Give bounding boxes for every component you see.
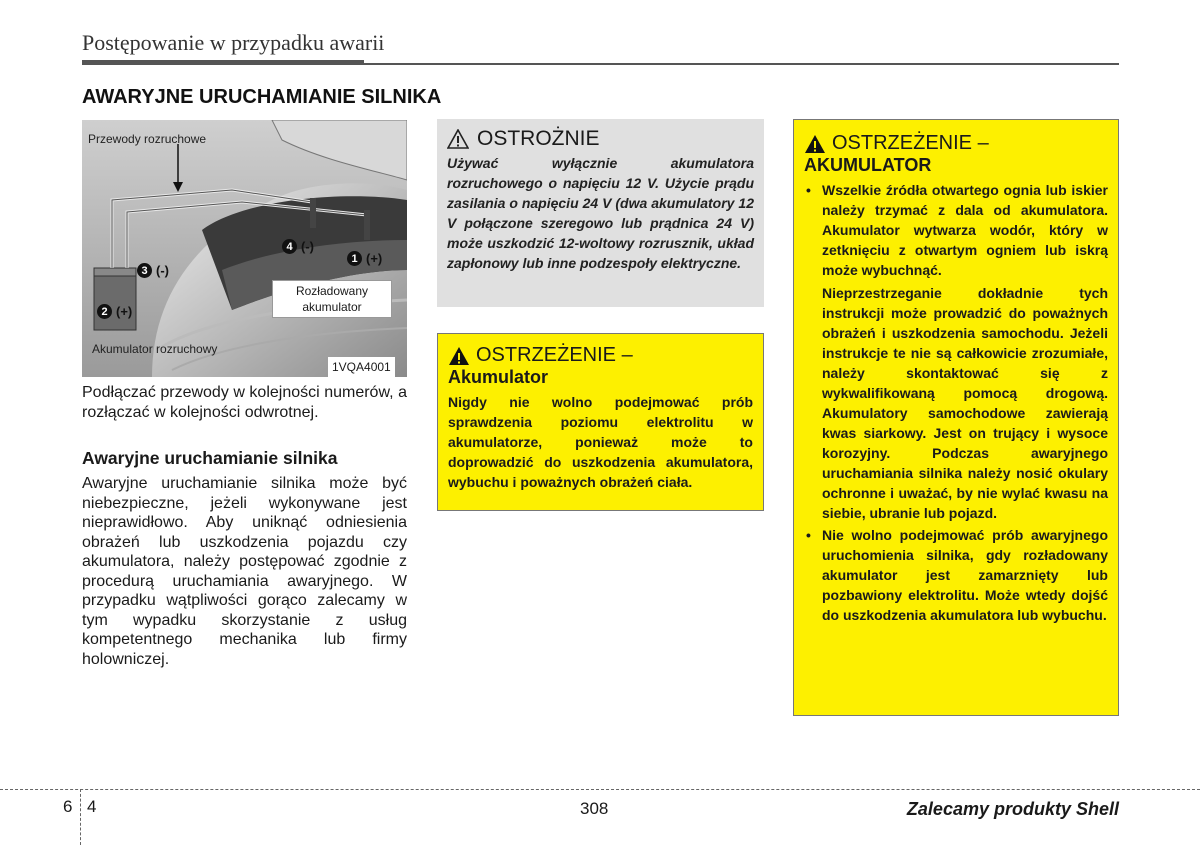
footer-vertical-divider [80, 789, 81, 845]
header-rule [364, 63, 1119, 65]
car-trunk-drawing [82, 120, 407, 377]
caution-box [437, 119, 764, 307]
label-booster-battery: Akumulator rozruchowy [92, 342, 218, 356]
warning-text: Nigdy nie wolno podejmować prób sprawdzenia poziomu elektrolitu w akumulatorze, ponieważ może to doprowadzić do uszkodzenia akumulatora, wybuchu i poważnych obrażeń ciała. [448, 394, 753, 490]
caution-text: Używać wyłącznie akumulatora rozruchowego o napięciu 12 V. Użycie prądu zasilania o napięciu 24 V (dwa akumulatory 12 V połączone szeregowo lub prądnica 24 V) może uszkodzić 12-woltowy rozrusznik, układ zapłonowy lub inne podzespoły elektryczne. [447, 155, 754, 271]
footer-slogan: Zalecamy produkty Shell [906, 799, 1119, 819]
warning-list [804, 180, 1108, 625]
warning-title-right: OSTRZEŻENIE – [804, 132, 1108, 155]
marker-4: 4 (-) [282, 239, 314, 254]
header-accent-bar [82, 60, 364, 65]
footer-page-number: 4 [87, 797, 97, 816]
subsection-heading: Awaryjne uruchamianie silnika [82, 448, 338, 468]
caution-triangle-icon [447, 129, 469, 149]
footer-chapter-number: 6 [63, 797, 73, 816]
list-item [804, 525, 1108, 625]
page-header-title: Postępowanie w przypadku awarii [82, 30, 385, 55]
caution-title: OSTROŻNIE [447, 127, 754, 151]
list-item-text: • Wszelkie źródła otwartego ognia lub iskier należy trzymać z dala od akumulatora. Akumulator wytwarza wodór, który w zetknięciu z otwartym ogniem lub iskrą może wybuchnąć. [822, 182, 1108, 278]
section-title: AWARYJNE URUCHAMIANIE SILNIKA [82, 86, 442, 108]
figure-code: 1VQA4001 [328, 357, 395, 377]
list-item-text: • Nie wolno podejmować prób awaryjnego uruchomienia silnika, gdy rozładowany akumulator jest zamarznięty lub pozbawiony elektrolitu. Może wtedy dojść do uszkodzenia akumulatora lub wybuchu. [822, 527, 1108, 623]
warning-box-battery [793, 119, 1119, 716]
marker-1: 1 (+) [347, 251, 382, 266]
warning-triangle-icon [804, 134, 826, 154]
jump-start-illustration [82, 120, 407, 377]
intro-paragraph: Podłączać przewody w kolejności numerów, a rozłączać w kolejności odwrotnej. [82, 384, 407, 421]
warning-subtitle-right: AKUMULATOR [804, 155, 932, 175]
footer-divider [0, 789, 1200, 790]
warning-box-battery-check [437, 333, 764, 511]
marker-3: 3 (-) [137, 263, 169, 278]
subsection-paragraph: Awaryjne uruchamianie silnika może być niebezpieczne, jeżeli wykonywane jest nieprawidłowo. Aby uniknąć odniesienia obrażeń lub uszkodzenia pojazdu czy akumulatora, należy postępować zgodnie z procedurą uruchamiania awaryjnego. W przypadku wątpliwości gorąco zalecamy w tym wypadku skorzystanie z usług kompetentnego mechanika lub firmy holowniczej. [82, 475, 407, 668]
list-item [804, 180, 1108, 523]
warning-title: OSTRZEŻENIE – [448, 344, 753, 367]
marker-2: 2 (+) [97, 304, 132, 319]
label-discharged-battery: Rozładowany akumulator [272, 280, 392, 318]
warning-subtitle: Akumulator [448, 367, 549, 387]
label-jumper-cables: Przewody rozruchowe [88, 132, 207, 146]
list-item-text: Nieprzestrzeganie dokładnie tych instrukcji może prowadzić do poważnych obrażeń i uszkodzenia samochodu. Jeżeli instrukcje te nie są całkowicie zrozumiałe, należy skontaktować się z wykwalifikowaną pomocą drogową. Akumulatory samochodowe zawierają kwas siarkowy. Jest on trujący i wysoce korozyjny. Podczas awaryjnego uruchamiania silnika należy nosić okulary ochronne i uważać, by nie wylać kwasu na siebie, ubranie lub pojazd. [822, 285, 1108, 521]
footer-center-page: 308 [580, 799, 609, 818]
warning-triangle-icon [448, 346, 470, 366]
